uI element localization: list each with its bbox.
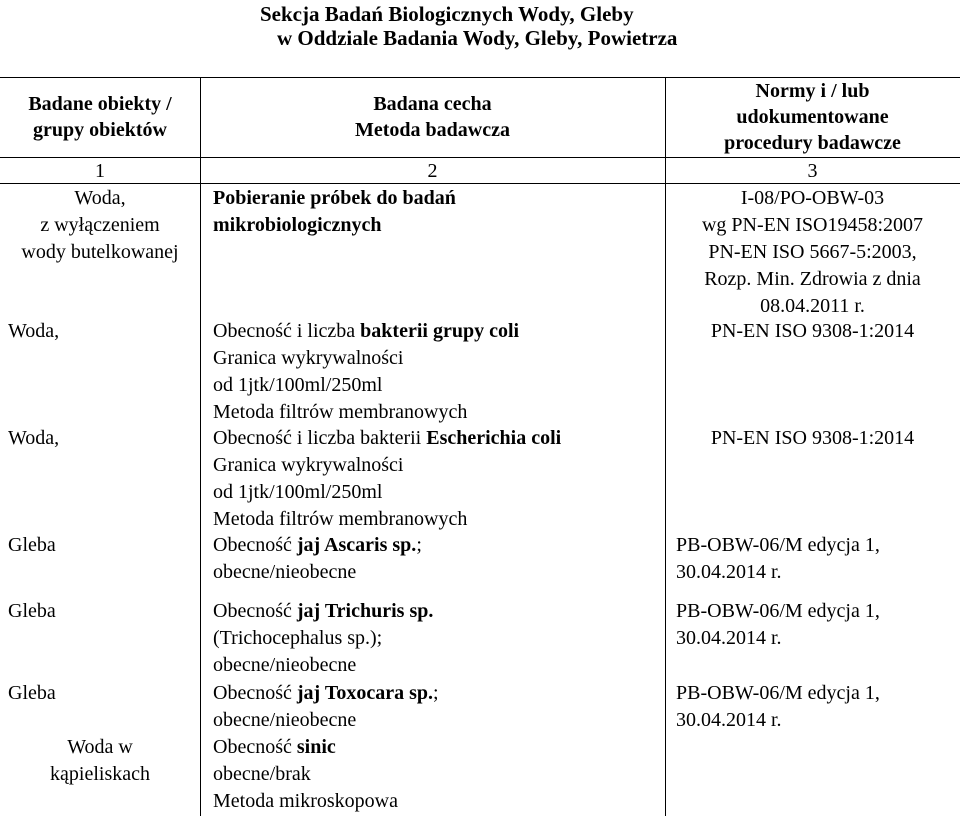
row-object-line: wody butelkowanej: [21, 241, 179, 263]
text: obecne/nieobecne: [213, 709, 357, 731]
row-feature-line: [213, 652, 433, 679]
row-norms-line: PB-OBW-06/M edycja 1,: [676, 534, 880, 556]
header-col-objects-line-2: grupy obiektów: [33, 119, 167, 141]
text: od 1jtk/100ml/250ml: [213, 481, 383, 503]
text: Obecność: [213, 736, 297, 758]
row-object: [8, 318, 59, 345]
row-norms-line: PN-EN ISO 9308-1:2014: [710, 427, 915, 449]
row-feature-line: [213, 212, 456, 239]
row-object-line: Woda w: [67, 736, 133, 758]
bold-text: bakterii grupy coli: [360, 320, 520, 342]
row-object: [8, 598, 56, 625]
row-feature-line: [213, 506, 561, 533]
text: ;: [416, 534, 422, 556]
row-object-line: Gleba: [8, 682, 56, 704]
bold-text: jaj Ascaris sp.: [296, 534, 417, 556]
row-norms: [665, 185, 960, 320]
bold-text: jaj Trichuris sp.: [296, 600, 434, 622]
header-col-norms-line-3: procedury badawcze: [724, 132, 901, 154]
row-feature-line: [213, 598, 433, 625]
row-norms: [676, 680, 880, 734]
row-object-line: Woda,: [74, 187, 126, 209]
row-object: [8, 532, 56, 559]
header-col-norms-line-2: udokumentowane: [736, 106, 889, 128]
text: Obecność i liczba bakterii: [213, 427, 427, 449]
title-line-1: Sekcja Badań Biologicznych Wody, Gleby: [260, 2, 634, 26]
text: Metoda filtrów membranowych: [213, 508, 468, 530]
text: Obecność: [213, 682, 297, 704]
row-feature-line: [213, 372, 519, 399]
row-norms-line: Rozp. Min. Zdrowia z dnia: [704, 268, 921, 290]
bold-text: mikrobiologicznych: [213, 214, 382, 236]
row-object-line: Woda,: [8, 427, 60, 449]
title-line-2: w Oddziale Badania Wody, Gleby, Powietrza: [277, 26, 678, 50]
row-norms-line: I-08/PO-OBW-03: [740, 187, 885, 209]
bold-text: jaj Toxocara sp.: [296, 682, 433, 704]
row-norms: [665, 425, 960, 452]
text: Obecność i liczba: [213, 320, 361, 342]
row-feature-line: [213, 532, 422, 559]
column-number-2: 2: [427, 160, 438, 182]
row-object-line: kąpieliskach: [50, 763, 150, 785]
row-feature-line: [213, 559, 422, 586]
row-norms-line: PN-EN ISO 9308-1:2014: [710, 320, 915, 342]
text: Granica wykrywalności: [213, 347, 404, 369]
text: Obecność: [213, 534, 297, 556]
text: Metoda filtrów membranowych: [213, 401, 468, 423]
row-feature-line: [213, 707, 439, 734]
row-feature: [213, 680, 439, 734]
row-feature-line: [213, 318, 519, 345]
column-number-1: 1: [95, 160, 105, 182]
text: Obecność: [213, 600, 297, 622]
row-object: [0, 734, 200, 788]
header-col-objects-line-1: Badane obiekty /: [28, 93, 172, 115]
row-norms-line: PB-OBW-06/M edycja 1,: [676, 600, 880, 622]
row-feature-line: [213, 625, 433, 652]
row-object: [0, 185, 200, 266]
text: obecne/brak: [213, 763, 311, 785]
row-norms-line: 30.04.2014 r.: [676, 709, 782, 731]
row-feature-line: [213, 761, 398, 788]
header-col-feature: [200, 91, 665, 143]
row-object: [8, 680, 56, 707]
row-feature: [213, 425, 561, 533]
text: Granica wykrywalności: [213, 454, 404, 476]
row-norms-line: 30.04.2014 r.: [676, 561, 782, 583]
bold-text: sinic: [296, 736, 336, 758]
row-feature: [213, 318, 519, 426]
bold-text: Pobieranie próbek do badań: [213, 187, 456, 209]
row-object-line: z wyłączeniem: [40, 214, 160, 236]
row-object-line: Gleba: [8, 534, 56, 556]
row-object-line: Gleba: [8, 600, 56, 622]
row-object-line: Woda,: [8, 320, 60, 342]
header-col-norms: [665, 78, 960, 156]
row-feature-line: [213, 185, 456, 212]
header-col-objects: [0, 91, 200, 143]
row-feature-line: [213, 734, 398, 761]
text: (Trichocephalus sp.);: [213, 627, 383, 649]
row-feature: [213, 734, 398, 815]
text: od 1jtk/100ml/250ml: [213, 374, 383, 396]
row-norms: [676, 532, 880, 586]
row-norms: [665, 318, 960, 345]
row-object: [8, 425, 59, 452]
header-col-norms-line-1: Normy i / lub: [755, 80, 870, 102]
row-norms-line: PN-EN ISO 5667-5:2003,: [708, 241, 917, 263]
row-norms: [676, 598, 880, 652]
row-norms-line: wg PN-EN ISO19458:2007: [701, 214, 924, 236]
row-feature-line: [213, 680, 439, 707]
header-col-feature-line-2: Metoda badawcza: [355, 119, 510, 141]
row-feature: [213, 598, 433, 679]
row-feature-line: [213, 788, 398, 815]
row-feature-line: [213, 425, 561, 452]
row-norms-line: PB-OBW-06/M edycja 1,: [676, 682, 880, 704]
row-norms-line: 08.04.2011 r.: [760, 295, 865, 317]
row-feature-line: [213, 399, 519, 426]
row-feature: [213, 185, 456, 239]
text: Metoda mikroskopowa: [213, 790, 398, 812]
text: ;: [432, 682, 439, 704]
text: obecne/nieobecne: [213, 654, 357, 676]
row-norms-line: 30.04.2014 r.: [676, 627, 782, 649]
row-feature: [213, 532, 422, 586]
column-separator-1: [200, 77, 201, 816]
row-feature-line: [213, 479, 561, 506]
bold-text: Escherichia coli: [426, 427, 562, 449]
row-feature-line: [213, 345, 519, 372]
text: obecne/nieobecne: [213, 561, 357, 583]
row-feature-line: [213, 452, 561, 479]
column-number-3: 3: [807, 160, 818, 182]
header-col-feature-line-1: Badana cecha: [373, 93, 492, 115]
